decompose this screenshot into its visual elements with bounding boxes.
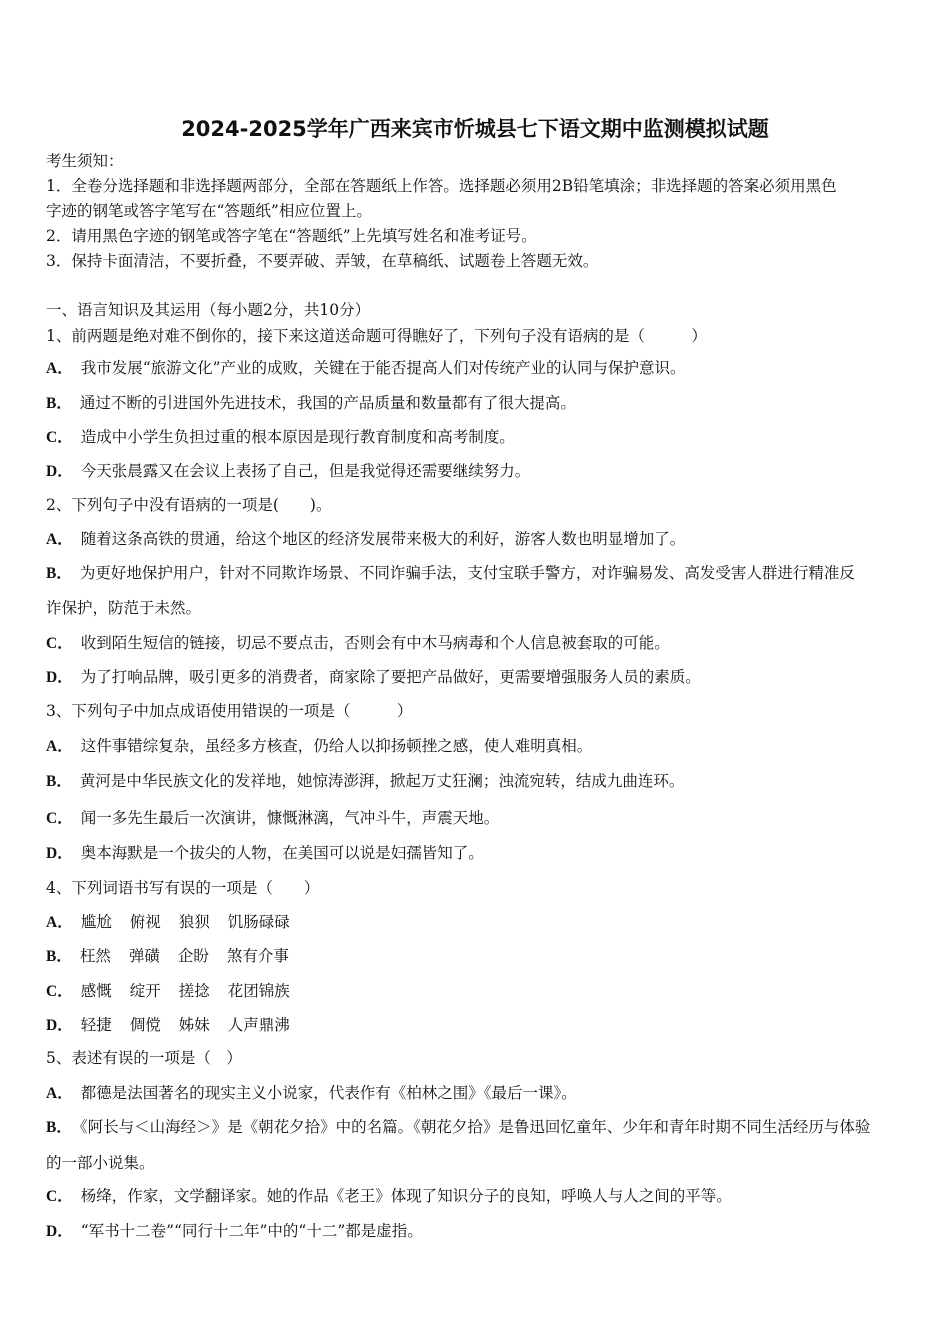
option-word: 花团锦族 [227,982,290,1000]
option-label: A． [46,1085,73,1102]
option [46,1083,577,1104]
option-word: 人声鼎沸 [227,1016,290,1034]
option-label: A． [46,360,73,377]
option-label: B． [46,395,72,412]
option [46,393,576,414]
option [46,771,684,792]
option [46,563,855,584]
question-stem: 3、下列句子中加点成语使用错误的一项是（ ） [46,702,413,720]
notice-item: 3．保持卡面清洁，不要折叠，不要弄破、弄皱，在草稿纸、试题卷上答题无效。 [46,252,599,270]
option-label: C． [46,983,73,1000]
option-label: A． [46,531,73,548]
option-label: A． [46,914,73,931]
option-text: 为了打响品牌，吸引更多的消费者，商家除了要把产品做好，更需要增强服务人员的素质。 [80,668,701,686]
option-label: C． [46,810,73,827]
option-text: 今天张晨露又在会议上表扬了自己，但是我觉得还需要继续努力。 [80,462,531,480]
notice-item: 字迹的钢笔或答字笔写在“答题纸”相应位置上。 [46,202,372,220]
option-continuation: 诈保护，防范于未然。 [46,599,202,617]
option-label: D． [46,1223,73,1240]
option-label: C． [46,1188,73,1205]
option [46,843,484,864]
document-title: 2024-2025学年广西来宾市忻城县七下语文期中监测模拟试题 [181,117,769,141]
option-label: D． [46,1017,73,1034]
option-word: 枉然 [79,947,111,965]
option [46,1117,870,1138]
option-label: C． [46,429,73,446]
option-label: D． [46,845,73,862]
option-word: 弹磺 [128,947,160,965]
option-text: 随着这条高铁的贯通，给这个地区的经济发展带来极大的利好，游客人数也明显增加了。 [80,530,686,548]
option-text: 为更好地保护用户，针对不同欺诈场景、不同诈骗手法，支付宝联手警方，对诈骗易发、高发受害人群进行精准反 [79,564,855,582]
option-text: 收到陌生短信的链接，切忌不要点击，否则会有中木马病毒和个人信息被套取的可能。 [80,634,670,652]
section-heading: 一、语言知识及其运用（每小题2分，共10分） [46,301,371,319]
option-label: B． [46,1119,72,1136]
option-word: 感慨 [80,982,112,1000]
option-text: 这件事错综复杂，虽经多方核查，仍给人以抑扬顿挫之感，使人难明真相。 [80,737,593,755]
option-text: “军书十二卷”“同行十二年”中的“十二”都是虚指。 [80,1222,423,1240]
option-label: C． [46,635,73,652]
option [46,633,670,654]
option-label: B． [46,565,72,582]
notice-item: 1．全卷分选择题和非选择题两部分，全部在答题纸上作答。选择题必须用2B铅笔填涂；非选择题的答案必须用黑色 [46,177,837,195]
option [46,981,308,1002]
option [46,946,307,967]
option-word: 煞有介事 [226,947,289,965]
option-word: 饥肠碌碌 [227,913,290,931]
option-text: 造成中小学生负担过重的根本原因是现行教育制度和高考制度。 [80,428,515,446]
option-word: 轻捷 [80,1016,112,1034]
question-stem: 5、表述有误的一项是（ ） [46,1049,242,1067]
option [46,808,499,829]
option-word: 姊妹 [178,1016,210,1034]
question-stem: 4、下列词语书写有误的一项是（ ） [46,879,320,897]
option-text: 我市发展“旅游文化”产业的成败，关键在于能否提高人们对传统产业的认同与保护意识。 [80,359,686,377]
option-word: 倜傥 [129,1016,161,1034]
option [46,1186,732,1207]
option-label: D． [46,463,73,480]
option-text: 闻一多先生最后一次演讲，慷慨淋漓，气冲斗牛，声震天地。 [80,809,500,827]
option-text: 黄河是中华民族文化的发祥地，她惊涛澎湃，掀起万丈狂澜；浊流宛转，结成九曲连环。 [79,772,685,790]
option [46,1221,423,1242]
option-label: A． [46,738,73,755]
option [46,358,686,379]
option [46,461,530,482]
option [46,912,308,933]
option [46,1015,308,1036]
option [46,529,685,550]
question-stem: 1、前两题是绝对难不倒你的，接下来这道送命题可得瞧好了，下列句子没有语病的是（ ） [46,327,707,345]
option [46,427,515,448]
option-word: 狼狈 [178,913,210,931]
option-word: 绽开 [129,982,161,1000]
option-text: 《阿长与＜山海经＞》是《朝花夕拾》中的名篇。《朝花夕拾》是鲁迅回忆童年、少年和青年时期不同生活经历与体验 [79,1118,871,1136]
option-word: 搓捻 [178,982,210,1000]
option-continuation: 的一部小说集。 [46,1154,155,1172]
option-label: B． [46,773,72,790]
notice-item: 2．请用黑色字迹的钢笔或答字笔在“答题纸”上先填写姓名和准考证号。 [46,227,537,245]
option-text: 通过不断的引进国外先进技术，我国的产品质量和数量都有了很大提高。 [79,394,576,412]
option [46,667,701,688]
option [46,736,592,757]
option-word: 俯视 [129,913,161,931]
option-word: 尴尬 [80,913,112,931]
question-stem: 2、下列句子中没有语病的一项是( )。 [46,496,332,514]
option-label: B． [46,948,72,965]
option-word: 企盼 [177,947,209,965]
option-text: 杨绛，作家，文学翻译家。她的作品《老王》体现了知识分子的良知，呼唤人与人之间的平等。 [80,1187,732,1205]
option-text: 奥本海默是一个拔尖的人物，在美国可以说是妇孺皆知了。 [80,844,484,862]
notice-heading: 考生须知： [46,152,124,170]
option-label: D． [46,669,73,686]
option-text: 都德是法国著名的现实主义小说家，代表作有《柏林之围》《最后一课》。 [80,1084,577,1102]
